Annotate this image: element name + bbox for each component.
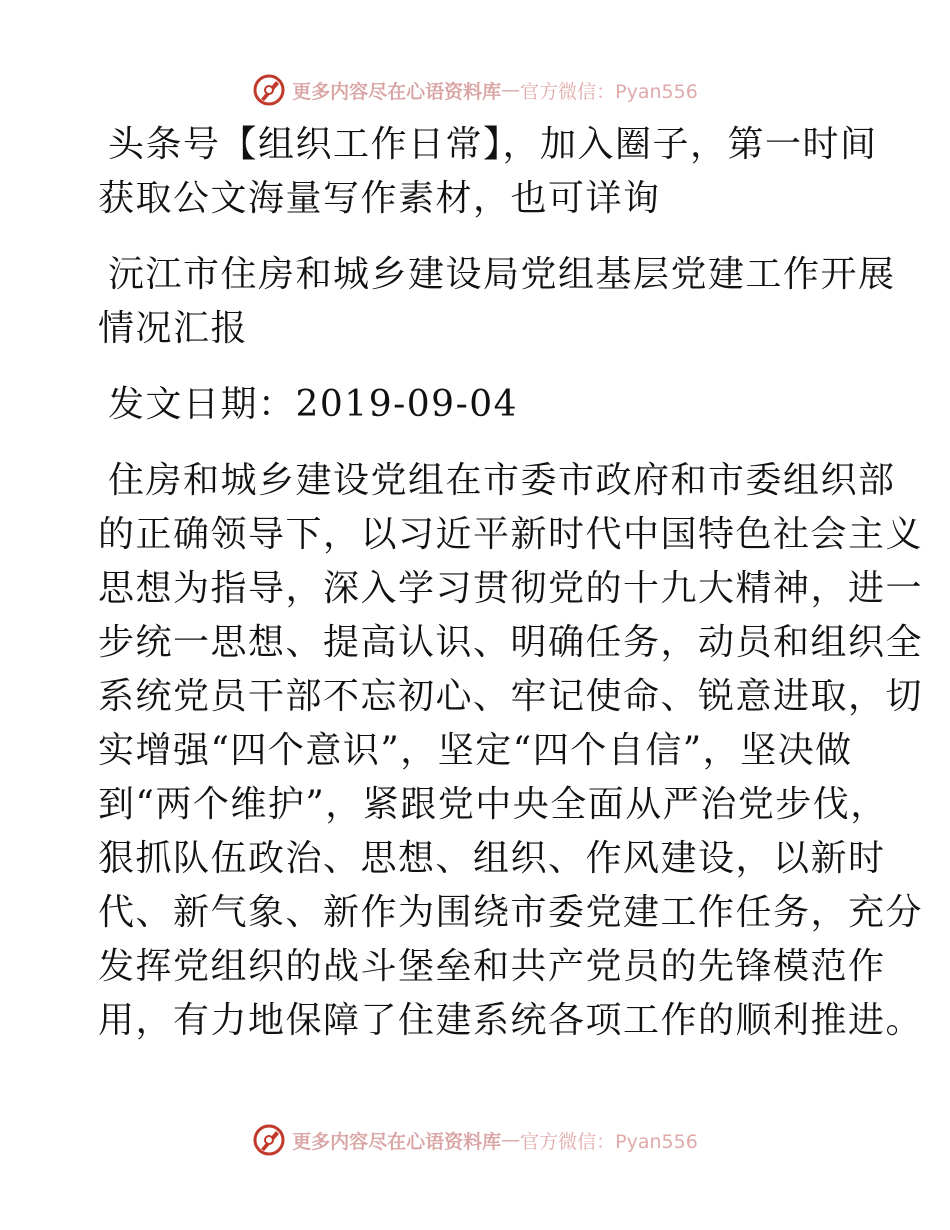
body-line: 住房和城乡建设党组在市委市政府和市委组织部 bbox=[108, 460, 896, 501]
watermark-text: 更多内容尽在心语资料库 bbox=[292, 1130, 502, 1153]
intro-paragraph-cont bbox=[98, 172, 858, 226]
watermark-dash: — bbox=[501, 79, 521, 101]
body-line: 实增强“四个意识”，坚定“四个自信”，坚决做 bbox=[98, 730, 853, 771]
watermark-wechat: 官方微信：Pyan556 bbox=[520, 80, 698, 103]
watermark-dash: — bbox=[501, 1129, 521, 1151]
body-line: 的正确领导下，以习近平新时代中国特色社会主义 bbox=[98, 514, 924, 555]
body-line: 狠抓队伍政治、思想、组织、作风建设，以新时 bbox=[98, 838, 886, 879]
document-content bbox=[98, 118, 924, 1048]
document-title-cont bbox=[98, 302, 858, 356]
quill-logo-icon bbox=[252, 73, 286, 107]
document-title bbox=[98, 248, 896, 302]
body-paragraph bbox=[98, 454, 896, 508]
body-paragraph-cont bbox=[98, 508, 924, 1048]
intro-line: 获取公文海量写作素材，也可详询 bbox=[98, 178, 661, 219]
header-watermark-banner bbox=[0, 70, 950, 110]
body-line: 思想为指导，深入学习贯彻党的十九大精神，进一 bbox=[98, 568, 924, 609]
quill-logo-icon bbox=[252, 1123, 286, 1157]
footer-watermark-banner bbox=[0, 1120, 950, 1160]
body-line: 系统党员干部不忘初心、牢记使命、锐意进取，切 bbox=[98, 676, 924, 717]
body-line: 代、新气象、新作为围绕市委党建工作任务，充分 bbox=[98, 892, 924, 933]
body-line: 到“两个维护”，紧跟党中央全面从严治党步伐， bbox=[98, 784, 888, 825]
watermark-wechat: 官方微信：Pyan556 bbox=[520, 1130, 698, 1153]
title-line: 沅江市住房和城乡建设局党组基层党建工作开展 bbox=[108, 254, 896, 295]
intro-line: 头条号【组织工作日常】，加入圈子，第一时间 bbox=[108, 124, 878, 165]
body-line: 发挥党组织的战斗堡垒和共产党员的先锋模范作 bbox=[98, 946, 886, 987]
watermark-text: 更多内容尽在心语资料库 bbox=[292, 80, 502, 103]
title-line: 情况汇报 bbox=[98, 308, 249, 349]
body-line: 步统一思想、提高认识、明确任务，动员和组织全 bbox=[98, 622, 924, 663]
date-line: 发文日期：2019-09-04 bbox=[108, 384, 519, 425]
publish-date bbox=[98, 378, 858, 432]
intro-paragraph bbox=[98, 118, 878, 172]
body-line: 用，有力地保障了住建系统各项工作的顺利推进。 bbox=[98, 1000, 924, 1041]
